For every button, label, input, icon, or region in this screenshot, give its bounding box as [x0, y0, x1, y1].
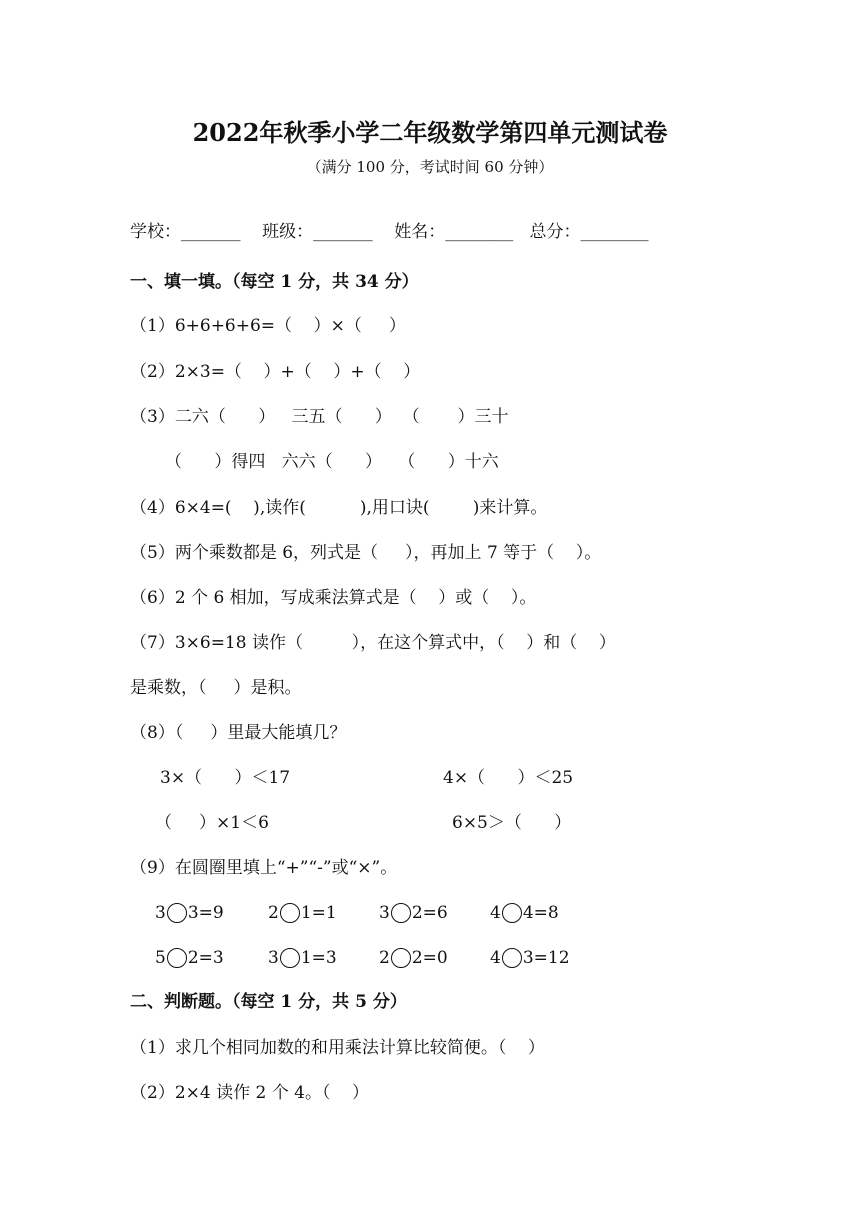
circle-item — [490, 948, 570, 968]
question-2-2: （2）2×4 读作 2 个 4。（ ） — [130, 1083, 370, 1103]
question-1-8: （8）（ ）里最大能填几？ — [130, 723, 347, 743]
student-info-line: 学校：_______ 班级：_______ 姓名：________ 总分：________ — [130, 222, 649, 242]
circle-item — [490, 903, 559, 923]
circle-right-expression: 3=9 — [187, 902, 224, 923]
question-1-7b: 是乘数，（ ）是积。 — [130, 678, 302, 698]
question-1-3b: （ ）得四 六六（ ） （ ）十六 — [165, 452, 499, 472]
question-1-7a: （7）3×6=18 读作（ ），在这个算式中，（ ）和（ ） — [130, 633, 616, 653]
question-1-1: （1）6+6+6+6=（ ）×（ ） — [130, 316, 406, 336]
question-1-6: （6）2 个 6 相加，写成乘法算式是（ ）或（ ）。 — [130, 588, 537, 608]
question-1-8-item-b: 4×（ ）＜25 — [443, 768, 574, 788]
circle-left-operand: 4 — [490, 902, 501, 923]
question-1-4: （4）6×4=( ),读作( ),用口诀( )来计算。 — [130, 498, 548, 518]
circle-left-operand: 3 — [268, 947, 279, 968]
circle-item — [155, 903, 224, 923]
answer-circle[interactable] — [280, 903, 300, 923]
circle-right-expression: 2=6 — [411, 902, 448, 923]
exam-subtitle: （满分 100 分，考试时间 60 分钟） — [306, 158, 554, 176]
circle-right-expression: 4=8 — [522, 902, 559, 923]
circle-item — [379, 948, 448, 968]
circle-left-operand: 3 — [379, 902, 390, 923]
circle-left-operand: 5 — [155, 947, 166, 968]
section1-heading: 一、填一填。（每空 1 分，共 34 分） — [130, 272, 419, 292]
answer-circle[interactable] — [502, 903, 522, 923]
answer-circle[interactable] — [167, 903, 187, 923]
answer-circle[interactable] — [167, 948, 187, 968]
circle-right-expression: 3=12 — [522, 947, 570, 968]
question-2-1: （1）求几个相同加数的和用乘法计算比较简便。（ ） — [130, 1038, 545, 1058]
circle-item — [379, 903, 448, 923]
circle-left-operand: 3 — [155, 902, 166, 923]
circle-right-expression: 1=3 — [300, 947, 337, 968]
circle-right-expression: 1=1 — [300, 902, 337, 923]
question-1-8-item-c: （ ）×1＜6 — [155, 813, 269, 833]
circle-right-expression: 2=0 — [411, 947, 448, 968]
answer-circle[interactable] — [280, 948, 300, 968]
exam-title: 2022年秋季小学二年级数学第四单元测试卷 — [192, 118, 668, 147]
question-1-8-item-d: 6×5＞（ ） — [452, 813, 572, 833]
circle-right-expression: 2=3 — [187, 947, 224, 968]
circle-item — [155, 948, 224, 968]
circle-left-operand: 2 — [379, 947, 390, 968]
circle-item — [268, 948, 337, 968]
circle-left-operand: 2 — [268, 902, 279, 923]
question-1-3a: （3）二六（ ） 三五（ ） （ ）三十 — [130, 407, 509, 427]
question-1-2: （2）2×3=（ ）+（ ）+（ ） — [130, 362, 421, 382]
question-1-5: （5）两个乘数都是 6，列式是（ ），再加上 7 等于（ ）。 — [130, 543, 602, 563]
question-1-9: （9）在圆圈里填上“+”“-”或“×”。 — [130, 858, 398, 878]
section2-heading: 二、判断题。（每空 1 分，共 5 分） — [130, 992, 407, 1012]
circle-item — [268, 903, 337, 923]
circle-left-operand: 4 — [490, 947, 501, 968]
answer-circle[interactable] — [502, 948, 522, 968]
question-1-8-item-a: 3×（ ）＜17 — [160, 768, 291, 788]
answer-circle[interactable] — [391, 948, 411, 968]
answer-circle[interactable] — [391, 903, 411, 923]
